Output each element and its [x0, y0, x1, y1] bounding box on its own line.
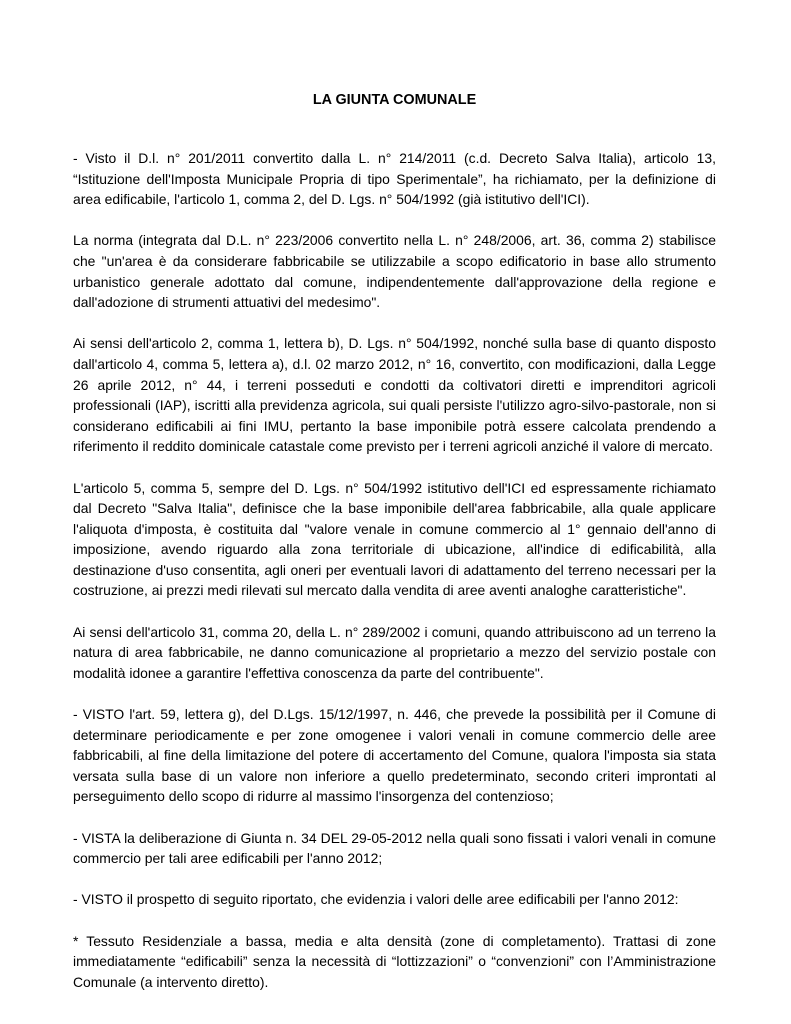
- paragraph-vista-deliberazione: - VISTA la deliberazione di Giunta n. 34 DEL 29-05-2012 nella quali sono fissati i valori venali in comune commercio per tali aree edificabili per l'anno 2012;: [73, 829, 716, 867]
- paragraph-tessuto-residenziale: * Tessuto Residenziale a bassa, media e alta densità (zone di completamento). Trattasi di zone immediatamente “edificabili” senza la necessità di “lottizzazioni” o “convenzioni” con l’Amministrazione Comunale (a intervento diretto).: [73, 932, 716, 990]
- paragraph-visto-prospetto: - VISTO il prospetto di seguito riportato, che evidenzia i valori delle aree edificabili per l'anno 2012:: [73, 891, 679, 908]
- document-title: LA GIUNTA COMUNALE: [312, 92, 477, 108]
- paragraph-articolo-5-base-imponibile: L'articolo 5, comma 5, sempre del D. Lgs. n° 504/1992 istitutivo dell'ICI ed espressamente richiamato dal Decreto "Salva Italia", definisce che la base imponibile dell'area fabbricabile, alla quale applicare l'aliquota d'imposta, è costituita dal "valore venale in comune commercio al 1° gennaio dell'anno di imposizione, avendo riguardo alla zona territoriale di ubicazione, all'indice di edificabilità, alla destinazione d'uso consentita, agli oneri per eventuali lavori di adattamento del terreno necessari per la costruzione, ai prezzi medi rilevati sul mercato dalla vendita di aree aventi analoghe caratteristiche".: [73, 479, 716, 599]
- paragraph-norma-integrata: La norma (integrata dal D.L. n° 223/2006 convertito nella L. n° 248/2006, art. 36, comma 2) stabilisce che "un'area è da considerare fabbricabile se utilizzabile a scopo edificatorio in base allo strumento urbanistico generale adottato dal comune, indipendentemente dall'approvazione della regione e dall'adozione di strumenti attuativi del medesimo".: [73, 232, 716, 311]
- paragraph-terreni-agricoli: Ai sensi dell'articolo 2, comma 1, lettera b), D. Lgs. n° 504/1992, nonché sulla base di quanto disposto dall'articolo 4, comma 5, lettera a), d.l. 02 marzo 2012, n° 16, convertito, con modificazioni, dalla Legge 26 aprile 2012, n° 44, i terreni posseduti e condotti da coltivatori diretti e imprenditori agricoli professionali (IAP), iscritti alla previdenza agricola, sui quali persiste l'utilizzo agro-silvo-pastorale, non si considerano edificabili ai fini IMU, pertanto la base imponibile potrà essere calcolata prendendo a riferimento il reddito dominicale catastale come previsto per i terreni agricoli anziché il valore di mercato.: [73, 335, 716, 455]
- paragraph-visto-dl-201-2011: - Visto il D.l. n° 201/2011 convertito dalla L. n° 214/2011 (c.d. Decreto Salva Italia), articolo 13, “Istituzione dell'Imposta Municipale Propria di tipo Sperimentale”, ha richiamato, per la definizione di area edificabile, l'articolo 1, comma 2, del D. Lgs. n° 504/1992 (già istitutivo dell'ICI).: [73, 150, 716, 208]
- paragraph-articolo-31-comunicazione: Ai sensi dell'articolo 31, comma 20, della L. n° 289/2002 i comuni, quando attribuiscono ad un terreno la natura di area fabbricabile, ne danno comunicazione al proprietario a mezzo del servizio postale con modalità idonee a garantire l'effettiva conoscenza da parte del contribuente".: [73, 623, 716, 681]
- document-page: [73, 90, 716, 1013]
- paragraph-visto-art-59: - VISTO l'art. 59, lettera g), del D.Lgs. 15/12/1997, n. 446, che prevede la possibilità per il Comune di determinare periodicamente e per zone omogenee i valori venali in comune commercio delle aree fabbricabili, al fine della limitazione del potere di accertamento del Comune, qualora l'imposta sia stata versata sulla base di un valore non inferiore a quello predeterminato, secondo criteri improntati al perseguimento dello scopo di ridurre al massimo l'insorgenza del contenzioso;: [73, 706, 716, 805]
